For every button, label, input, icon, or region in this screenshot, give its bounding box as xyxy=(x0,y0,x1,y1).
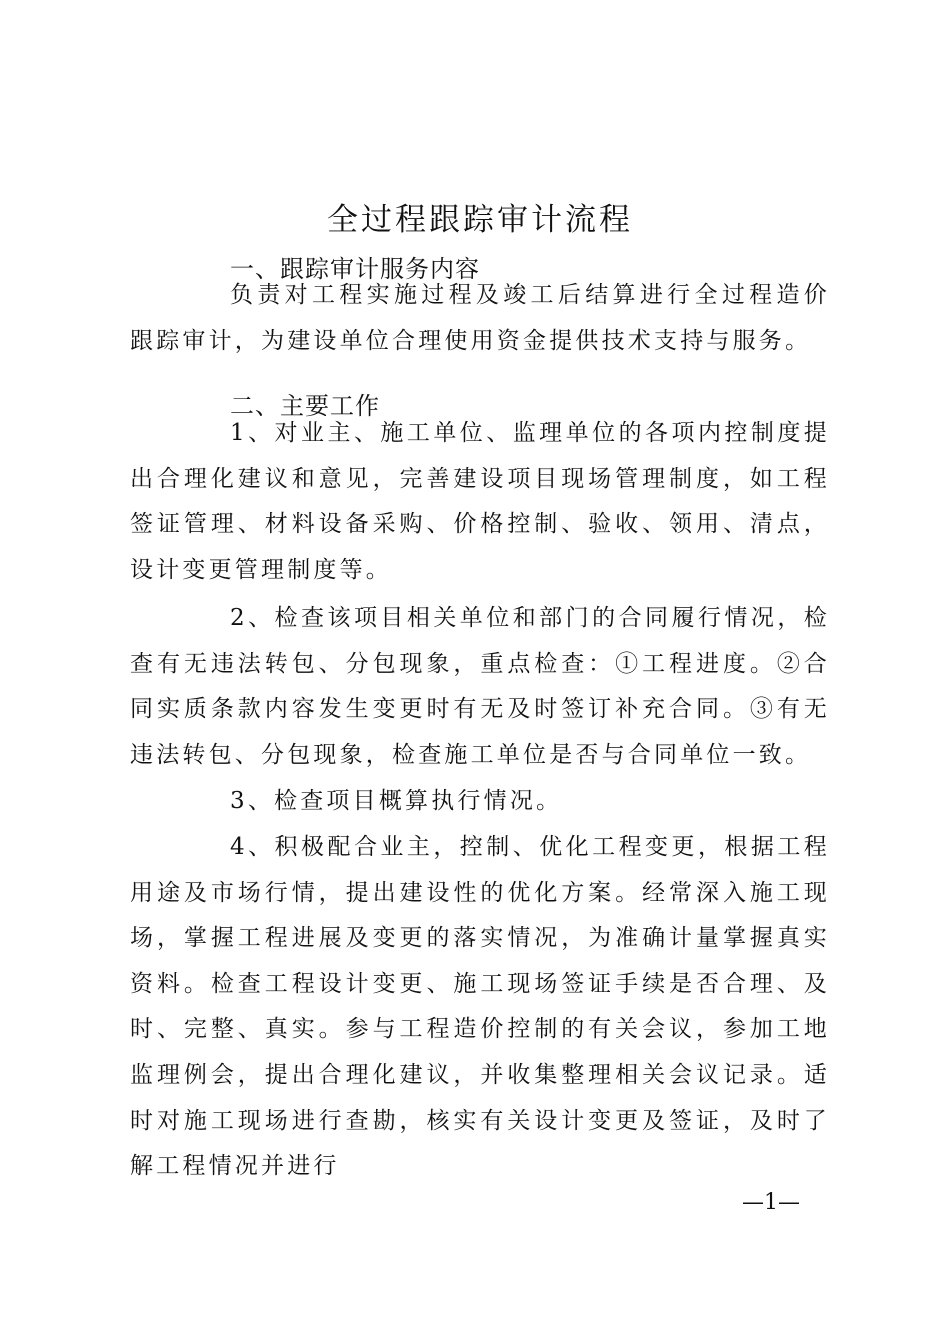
section-paragraph-service-content: 负责对工程实施过程及竣工后结算进行全过程造价跟踪审计，为建设单位合理使用资金提供技术支持与服务。 xyxy=(130,282,830,354)
work-item-3: 3、检查项目概算执行情况。 xyxy=(230,788,563,814)
work-item-1: 1、对业主、施工单位、监理单位的各项内控制度提出合理化建议和意见，完善建设项目现场管理制度，如工程签证管理、材料设备采购、价格控制、验收、领用、清点，设计变更管理制度等。 xyxy=(130,420,830,583)
document-title: 全过程跟踪审计流程 xyxy=(327,201,633,238)
section-heading-service-content: 一、跟踪审计服务内容 xyxy=(230,254,480,283)
work-item-2: 2、检查该项目相关单位和部门的合同履行情况，检查有无违法转包、分包现象，重点检查：①工程进度。②合同实质条款内容发生变更时有无及时签订补充合同。③有无违法转包、分包现象，检查施工单位是否与合同单位一致。 xyxy=(130,605,830,768)
section-heading-main-work: 二、主要工作 xyxy=(230,391,380,420)
page-number: —1— xyxy=(742,1190,800,1215)
work-item-4: 4、积极配合业主，控制、优化工程变更，根据工程用途及市场行情，提出建设性的优化方案。经常深入施工现场，掌握工程进展及变更的落实情况，为准确计量掌握真实资料。检查工程设计变更、施工现场签证手续是否合理、及时、完整、真实。参与工程造价控制的有关会议，参加工地监理例会，提出合理化建议，并收集整理相关会议记录。适时对施工现场进行查勘，核实有关设计变更及签证，及时了解工程情况并进行 xyxy=(130,834,830,1180)
